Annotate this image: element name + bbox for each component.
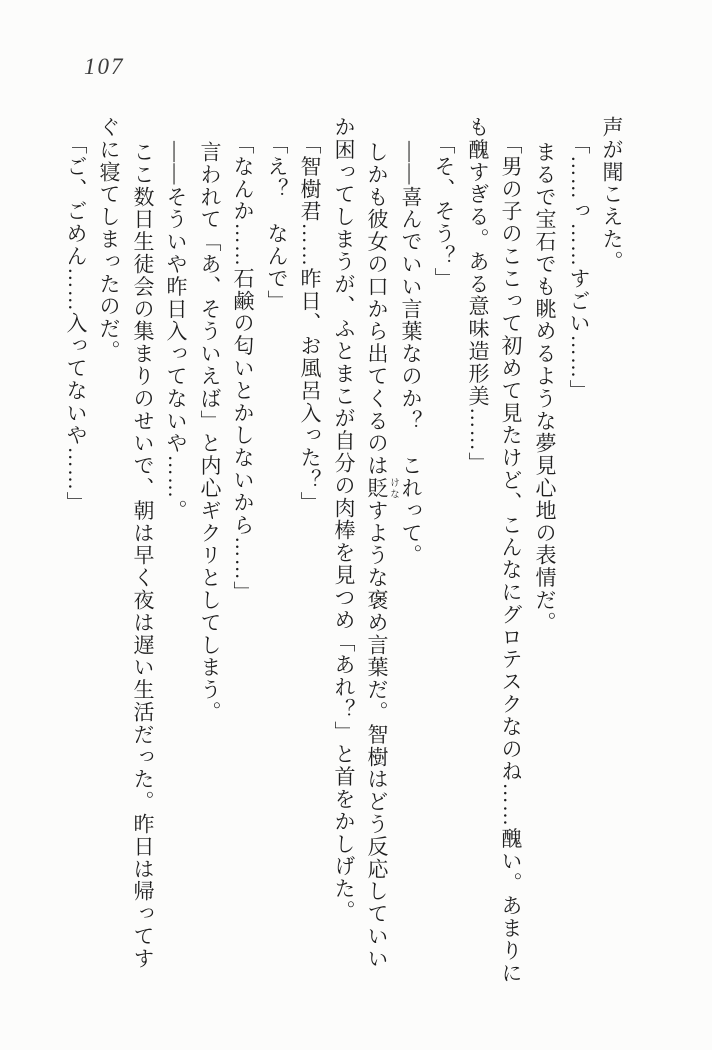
text-column: も醜すぎる。ある意味造形美……」	[466, 116, 490, 475]
text-column: 声が聞こえた。	[600, 116, 624, 273]
text-column: 「そ、そう？」	[432, 133, 456, 290]
text-column: 「智樹君……昨日、お風呂入った？」	[298, 133, 322, 514]
text-segment: すような褒め言葉だ。智樹はどう反応していい	[365, 499, 389, 970]
text-column: ――喜んでいい言葉なのか？ これって。	[399, 141, 423, 567]
text-column: ここ数日生徒会の集まりのせいで、朝は早く夜は遅い生活だった。昨日は帰ってす	[131, 141, 155, 970]
text-column: 「なんか……石鹸の匂いとかしないから……」	[231, 133, 255, 604]
text-column: まるで宝石でも眺めるような夢見心地の表情だ。	[533, 141, 557, 634]
text-column: 「ご、ごめん……入ってないや……」	[64, 133, 88, 514]
text-column: か困ってしまうが、ふとまこが自分の肉棒を見つめ「あれ？」と首をかしげた。	[332, 116, 356, 923]
text-column: 「……っ……すごい……」	[567, 133, 591, 402]
ruby-base: 貶	[365, 477, 389, 500]
page-number: 107	[84, 54, 125, 79]
text-column: ぐに寝てしまったのだ。	[97, 116, 121, 363]
text-segment: しかも彼女の口から出てくるのは	[365, 141, 389, 477]
text-column: 「男の子のここって初めて見たけど、こんなにグロテスクなのね……醜い。あまりに	[499, 133, 523, 985]
text-column: ――そういや昨日入ってないや……。	[164, 141, 188, 522]
text-column: 「え？ なんで」	[265, 133, 289, 313]
ruby-annotation: けな	[388, 477, 398, 500]
text-column: 言われて「あ、そういえば」と内心ギクリとしてしまう。	[198, 141, 222, 724]
text-column-with-furigana	[366, 141, 398, 970]
furigana-ruby	[365, 477, 398, 500]
